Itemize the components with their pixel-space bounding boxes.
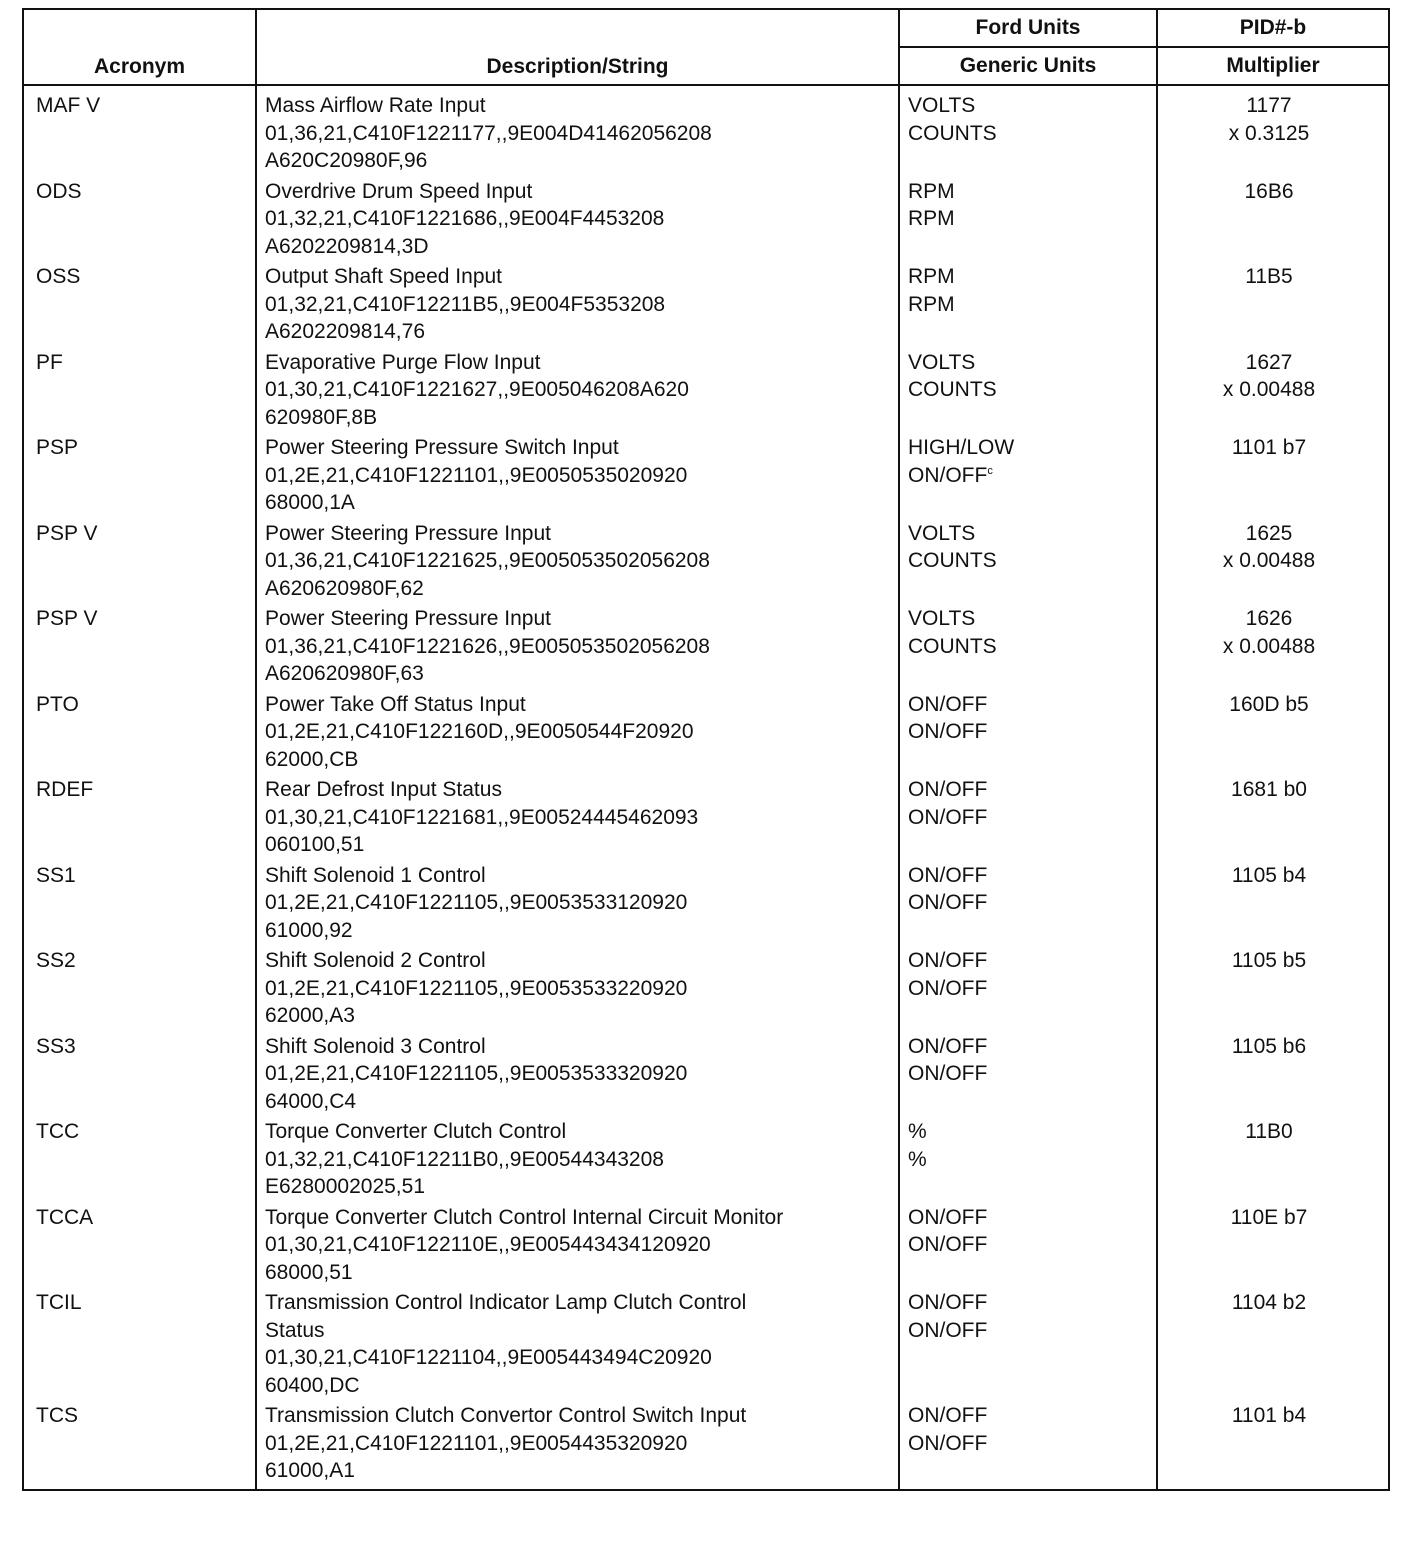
generic-unit-line [908,804,1156,832]
table-row [23,773,1389,859]
generic-unit: COUNTS [908,378,997,401]
description-title: Power Steering Pressure Input [265,607,551,630]
pid-value: 11B0 [1245,1120,1293,1143]
acronym: RDEF [36,778,94,801]
pid-cell [1157,1399,1389,1490]
pid-cell [1157,773,1389,859]
pid-value: 1105 b5 [1231,949,1307,972]
description-string-cont: 68000,1A [265,491,355,514]
acronym-cell [23,175,256,261]
description-title: Output Shaft Speed Input [265,265,503,288]
description-cell [256,85,899,175]
generic-unit: COUNTS [908,634,997,658]
table-row [23,1399,1389,1490]
description-title: Evaporative Purge Flow Input [265,350,541,374]
pid-cell [1157,1115,1389,1201]
acronym-cell [23,260,256,346]
generic-unit: COUNTS [908,121,997,145]
generic-unit: ON/OFF [908,1318,988,1342]
generic-unit: ON/OFF [908,891,988,914]
description-cell [256,1030,899,1116]
acronym-cell [23,517,256,603]
acronym-cell [23,773,256,859]
multiplier-value: x 0.00488 [1222,549,1316,572]
acronym: PF [36,350,63,374]
description-title: Overdrive Drum Speed Input [265,179,533,203]
table-row [23,431,1389,517]
units-cell [899,688,1157,774]
acronym-cell [23,1201,256,1287]
units-cell [899,431,1157,517]
description-cell [256,1286,899,1399]
acronym: PSP V [36,521,98,545]
description-string: 01,30,21,C410F1221681,,9E00524445462093 [265,805,699,829]
footnote-marker: c [987,464,993,477]
description-string-cont: A6202209814,76 [265,320,425,343]
table-header [23,9,1389,85]
acronym-cell [23,431,256,517]
generic-unit: ON/OFF [908,805,988,829]
ford-unit: ON/OFF [908,949,988,972]
pid-cell [1157,1030,1389,1116]
acronym-cell [23,944,256,1030]
table-row [23,1115,1389,1201]
generic-unit-line [908,975,1156,1003]
pid-value: 1627 [1245,350,1293,374]
acronym: ODS [36,179,82,203]
description-string: 01,2E,21,C410F1221105,,9E0053533320920 [265,1062,688,1085]
acronym: PSP [36,436,79,459]
table-row [23,602,1389,688]
generic-unit: RPM [908,207,955,230]
pid-cell [1157,175,1389,261]
pid-value: 1101 b4 [1231,1404,1307,1427]
description-string-cont: 68000,51 [265,1260,353,1284]
acronym: MAF V [36,94,101,117]
header-multiplier: Multiplier [1157,47,1389,85]
description-cell [256,1115,899,1201]
generic-unit-line [908,291,1156,319]
description-string: 01,2E,21,C410F1221101,,9E0054435320920 [265,1431,688,1455]
units-cell [899,602,1157,688]
description-string: 01,36,21,C410F1221626,,9E005053502056208 [265,634,710,658]
description-string: 01,32,21,C410F1221686,,9E004F4453208 [265,207,665,230]
pid-value: 1105 b4 [1231,863,1307,887]
table-row [23,1201,1389,1287]
acronym: SS3 [36,1034,76,1058]
description-string-cont: 620980F,8B [265,405,378,429]
units-cell [899,1399,1157,1490]
multiplier-value: x 0.00488 [1222,634,1316,658]
description-string: 01,2E,21,C410F1221101,,9E0050535020920 [265,463,688,487]
generic-unit-line [908,1317,1156,1345]
description-string: 01,32,21,C410F12211B0,,9E00544343208 [265,1147,664,1171]
description-cell [256,773,899,859]
description-string-cont: 60400,DC [265,1373,360,1397]
pid-cell [1157,1201,1389,1287]
description-string-cont: A620620980F,63 [265,662,424,685]
description-string: 01,2E,21,C410F1221105,,9E0053533120920 [265,891,688,914]
description-title: Rear Defrost Input Status [265,778,502,801]
generic-unit-line [908,205,1156,233]
acronym: OSS [36,265,81,288]
acronym-cell [23,1399,256,1490]
generic-unit: ON/OFF [908,1431,988,1455]
generic-unit: COUNTS [908,549,997,572]
acronym-cell [23,1030,256,1116]
description-string-cont: A620C20980F,96 [265,149,428,172]
units-cell [899,773,1157,859]
table-row [23,1030,1389,1116]
units-cell [899,1286,1157,1399]
units-cell [899,85,1157,175]
description-string: 01,32,21,C410F12211B5,,9E004F5353208 [265,292,666,316]
generic-unit-line [908,1430,1156,1458]
description-title: Shift Solenoid 1 Control [265,863,486,887]
generic-unit: ON/OFF [908,1062,988,1085]
units-cell [899,517,1157,603]
generic-unit-line [908,1146,1156,1174]
pid-table [22,8,1390,1491]
description-string: 01,36,21,C410F1221625,,9E005053502056208 [265,549,710,572]
description-string-cont: 060100,51 [265,833,365,856]
table-row [23,260,1389,346]
table-row [23,85,1389,175]
pid-cell [1157,517,1389,603]
multiplier-value: x 0.3125 [1228,121,1310,145]
acronym: TCS [36,1404,78,1427]
pid-value: 1625 [1245,521,1293,545]
generic-unit-line [908,718,1156,746]
description-string: 01,36,21,C410F1221177,,9E004D41462056208 [265,121,712,145]
multiplier-value: x 0.00488 [1222,378,1316,401]
description-cell [256,688,899,774]
description-cell [256,1399,899,1490]
ford-unit: ON/OFF [908,1034,988,1058]
ford-unit: ON/OFF [908,778,988,801]
ford-unit: % [908,1120,927,1143]
ford-unit: ON/OFF [908,1404,988,1427]
table-row [23,1286,1389,1399]
units-cell [899,859,1157,945]
ford-unit: VOLTS [908,521,976,545]
generic-unit: ON/OFF [908,463,988,487]
description-title: Torque Converter Clutch Control [265,1120,567,1143]
header-acronym: Acronym [23,9,256,85]
generic-unit: % [908,1147,927,1171]
units-cell [899,175,1157,261]
units-cell [899,260,1157,346]
ford-unit: RPM [908,179,955,203]
acronym-cell [23,346,256,432]
acronym: SS2 [36,949,76,972]
pid-cell [1157,85,1389,175]
description-string: 01,30,21,C410F1221627,,9E005046208A620 [265,378,689,401]
acronym-cell [23,859,256,945]
table-row [23,346,1389,432]
table-row [23,175,1389,261]
acronym: TCIL [36,1291,82,1314]
description-string-cont: E6280002025,51 [265,1175,425,1198]
ford-unit: VOLTS [908,350,976,374]
generic-unit-line [908,376,1156,404]
description-cell [256,346,899,432]
description-string-cont: 61000,A1 [265,1459,355,1482]
description-string: 01,30,21,C410F1221104,,9E005443494C20920 [265,1346,712,1369]
header-description: Description/String [256,9,899,85]
description-title: Mass Airflow Rate Input [265,94,486,117]
units-cell [899,1201,1157,1287]
description-cell [256,944,899,1030]
pid-value: 1101 b7 [1231,436,1307,459]
description-string: 01,2E,21,C410F122160D,,9E0050544F20920 [265,720,694,743]
pid-value: 1104 b2 [1231,1291,1307,1314]
description-string: 01,2E,21,C410F1221105,,9E0053533220920 [265,976,688,1000]
description-title: Shift Solenoid 3 Control [265,1034,486,1058]
ford-unit: RPM [908,265,955,288]
acronym: TCCA [36,1205,94,1229]
pid-value: 1105 b6 [1231,1034,1307,1058]
description-title: Power Take Off Status Input [265,692,526,716]
ford-unit: ON/OFF [908,692,988,716]
ford-unit: ON/OFF [908,1205,988,1229]
pid-value: 11B5 [1245,265,1293,288]
description-cell [256,1201,899,1287]
pid-value: 1177 [1246,94,1292,117]
units-cell [899,944,1157,1030]
pid-cell [1157,1286,1389,1399]
generic-unit-line [908,120,1156,148]
units-cell [899,346,1157,432]
description-cell [256,517,899,603]
description-title-cont: Status [265,1318,325,1342]
description-title: Transmission Control Indicator Lamp Clutch Control [265,1291,747,1314]
header-generic-units: Generic Units [899,47,1157,85]
description-string-cont: A620620980F,62 [265,576,424,600]
generic-unit-line [908,1060,1156,1088]
pid-value: 110E b7 [1230,1205,1308,1229]
table-row [23,944,1389,1030]
generic-unit: RPM [908,292,955,316]
ford-unit: VOLTS [908,607,976,630]
units-cell [899,1115,1157,1201]
table-row [23,859,1389,945]
description-cell [256,602,899,688]
description-string: 01,30,21,C410F122110E,,9E005443434120920 [265,1233,711,1256]
acronym-cell [23,1115,256,1201]
pid-value: 16B6 [1244,179,1294,203]
table-row [23,688,1389,774]
acronym: PSP V [36,607,98,630]
description-cell [256,260,899,346]
generic-unit-line [908,633,1156,661]
description-title: Power Steering Pressure Switch Input [265,436,619,459]
acronym: SS1 [36,863,76,887]
header-ford-units: Ford Units [899,9,1157,47]
generic-unit: ON/OFF [908,976,988,1000]
pid-cell [1157,431,1389,517]
acronym: PTO [36,692,79,716]
description-cell [256,175,899,261]
acronym: TCC [36,1120,80,1143]
units-cell [899,1030,1157,1116]
description-string-cont: 61000,92 [265,918,353,942]
pid-cell [1157,688,1389,774]
description-title: Transmission Clutch Convertor Control Switch Input [265,1404,747,1427]
generic-unit-line [908,462,1156,490]
pid-cell [1157,859,1389,945]
acronym-cell [23,1286,256,1399]
pid-cell [1157,346,1389,432]
pid-cell [1157,260,1389,346]
acronym-cell [23,85,256,175]
pid-cell [1157,602,1389,688]
description-string-cont: 64000,C4 [265,1089,357,1113]
pid-value: 1681 b0 [1231,778,1307,801]
description-string-cont: 62000,CB [265,747,359,771]
ford-unit: VOLTS [908,94,976,117]
generic-unit-line [908,547,1156,575]
generic-unit: ON/OFF [908,720,988,743]
generic-unit: ON/OFF [908,1233,988,1256]
pid-cell [1157,944,1389,1030]
generic-unit-line [908,889,1156,917]
description-cell [256,859,899,945]
description-title: Power Steering Pressure Input [265,521,551,545]
description-cell [256,431,899,517]
ford-unit: ON/OFF [908,863,988,887]
header-pid: PID#-b [1157,9,1389,47]
table-row [23,517,1389,603]
acronym-cell [23,688,256,774]
description-string-cont: 62000,A3 [265,1004,355,1027]
pid-value: 1626 [1245,607,1293,630]
table-body [23,85,1389,1490]
description-title: Shift Solenoid 2 Control [265,949,486,972]
description-title: Torque Converter Clutch Control Internal Circuit Monitor [265,1205,784,1229]
generic-unit-line [908,1231,1156,1259]
description-string-cont: A6202209814,3D [265,234,429,258]
acronym-cell [23,602,256,688]
pid-value: 160D b5 [1229,692,1309,716]
ford-unit: ON/OFF [908,1291,988,1314]
ford-unit: HIGH/LOW [908,436,1015,459]
